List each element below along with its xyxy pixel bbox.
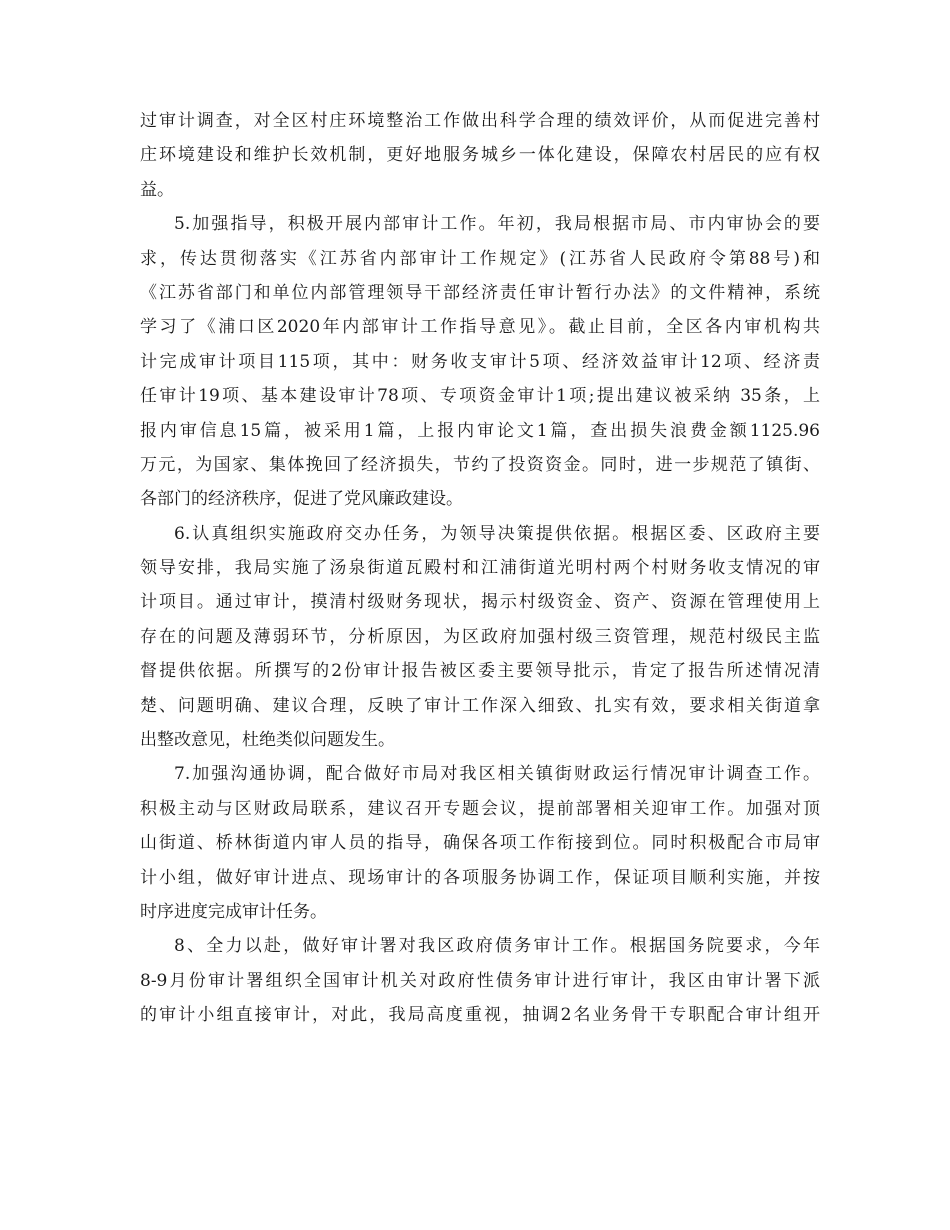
paragraph-internal-audit [140, 207, 820, 517]
text-line: 报内审信息15篇，被采用1篇，上报内审论文1篇，查出损失浪费金额1125.96 [140, 420, 820, 441]
text-line: 6.认真组织实施政府交办任务，为领导决策提供依据。根据区委、区政府主要 [174, 523, 820, 544]
text-line: 时序进度完成审计任务。 [140, 901, 327, 922]
text-line: 益。 [140, 179, 174, 200]
text-line: 7.加强沟通协调，配合做好市局对我区相关镇街财政运行情况审计调查工作。 [174, 764, 820, 785]
text-line: 5.加强指导，积极开展内部审计工作。年初，我局根据市局、市内审协会的要 [174, 214, 820, 235]
text-line: 过审计调查，对全区村庄环境整治工作做出科学合理的绩效评价，从而促进完善村 [140, 111, 820, 131]
text-line: 计小组，做好审计进点、现场审计的各项服务协调工作，保证项目顺利实施，并按 [140, 867, 820, 888]
text-line: 山街道、桥林街道内审人员的指导，确保各项工作衔接到位。同时积极配合市局审 [140, 833, 820, 854]
paragraph-debt-audit [140, 929, 820, 1032]
text-line: 计项目。通过审计，摸清村级财务现状，揭示村级资金、资产、资源在管理使用上 [140, 592, 820, 613]
text-line: 楚、问题明确、建议合理，反映了审计工作深入细致、扎实有效，要求相关街道拿 [140, 695, 820, 716]
text-line: 的审计小组直接审计，对此，我局高度重视，抽调2名业务骨干专职配合审计组开 [140, 1005, 820, 1026]
document-body [140, 104, 820, 1033]
text-line: 万元，为国家、集体挽回了经济损失，节约了投资资金。同时，进一步规范了镇街、 [140, 454, 820, 475]
text-line: 出整改意见，杜绝类似问题发生。 [140, 730, 395, 751]
text-line: 积极主动与区财政局联系，建议召开专题会议，提前部署相关迎审工作。加强对顶 [140, 798, 820, 819]
text-line: 学习了《浦口区2020年内部审计工作指导意见》。截止目前，全区各内审机构共 [140, 317, 820, 338]
text-line: 存在的问题及薄弱环节，分析原因，为区政府加强村级三资管理，规范村级民主监 [140, 626, 820, 647]
text-line: 庄环境建设和维护长效机制，更好地服务城乡一体化建设，保障农村居民的应有权 [140, 145, 820, 166]
paragraph-government-tasks [140, 517, 820, 758]
text-line: 《江苏省部门和单位内部管理领导干部经济责任审计暂行办法》的文件精神，系统 [140, 282, 820, 303]
paragraph-village-environment-audit [140, 104, 820, 207]
text-line: 领导安排，我局实施了汤泉街道瓦殿村和江浦街道光明村两个村财务收支情况的审 [140, 558, 820, 579]
text-line: 8、全力以赴，做好审计署对我区政府债务审计工作。根据国务院要求，今年 [174, 936, 820, 957]
text-line: 各部门的经济秩序，促进了党风廉政建设。 [140, 489, 463, 510]
text-line: 计完成审计项目115项，其中：财务收支审计5项、经济效益审计12项、经济责 [140, 351, 820, 372]
text-line: 求，传达贯彻落实《江苏省内部审计工作规定》(江苏省人民政府令第88号)和 [140, 248, 820, 269]
text-line: 督提供依据。所撰写的2份审计报告被区委主要领导批示，肯定了报告所述情况清 [140, 661, 820, 682]
text-line: 8-9月份审计署组织全国审计机关对政府性债务审计进行审计，我区由审计署下派 [140, 970, 820, 991]
paragraph-coordination [140, 757, 820, 929]
text-line: 任审计19项、基本建设审计78项、专项资金审计1项;提出建议被采纳 35条，上 [140, 386, 820, 407]
